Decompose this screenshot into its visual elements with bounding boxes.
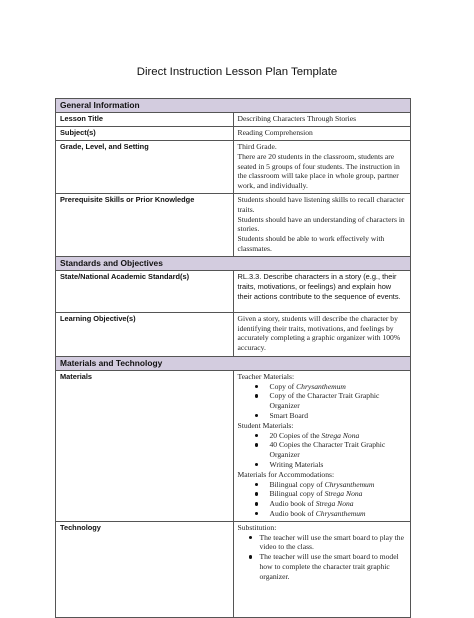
state-standards-label: State/National Academic Standard(s) [56,270,234,312]
list-item [270,480,407,490]
technology-list [238,533,407,582]
table-row [56,521,411,617]
teacher-materials-heading: Teacher Materials: [237,371,295,381]
lesson-plan-table [55,98,411,618]
materials-value [233,370,411,521]
section-header-row [56,356,411,370]
accommodation-materials-heading: Materials for Accommodations: [237,469,335,479]
subjects-value: Reading Comprehension [233,127,411,141]
section-standards-objectives: Standards and Objectives [56,256,411,270]
technology-label: Technology [56,521,234,617]
list-item: 40 Copies the Character Trait Graphic Organizer [270,440,407,460]
prereq-line: Students should be able to work effectively with classmates. [237,234,385,253]
table-row [56,270,411,312]
prerequisite-skills-value [233,193,411,256]
state-standards-value: RL.3.3. Describe characters in a story (e.g., their traits, motivations, or feelings) and explain how their actions contribute to the sequence of events. [233,270,411,312]
technology-heading: Substitution: [237,522,277,532]
item-text: Copy of [269,381,297,391]
table-row [56,370,411,521]
book-title: Strega Nona [315,499,354,509]
subjects-label: Subject(s) [56,127,234,141]
list-item: Copy of the Character Trait Graphic Organizer [270,391,407,411]
section-header-row [56,256,411,270]
technology-value [233,521,411,617]
book-title: Chrysanthemum [315,508,366,518]
grade-line: Third Grade. [237,142,277,151]
setting-line: There are 20 students in the classroom, students are seated in 5 groups of four students. The instruction in the classroom will take place in whole group, partner work, and individually. [237,151,400,191]
accommodation-materials-list [238,480,407,519]
list-item: The teacher will use the smart board to play the video to the class. [260,533,407,553]
item-text: Audio book of [269,508,316,518]
list-item: Smart Board [270,411,407,421]
section-header-row [56,99,411,113]
lesson-title-label: Lesson Title [56,113,234,127]
learning-objectives-label: Learning Objective(s) [56,312,234,356]
materials-label: Materials [56,370,234,521]
book-title: Strega Nona [321,430,360,440]
section-general-information: General Information [56,99,411,113]
table-row [56,127,411,141]
list-item [270,382,407,392]
book-title: Strega Nona [324,489,363,499]
item-text: Bilingual copy of [269,489,325,499]
learning-objectives-value: Given a story, students will describe the character by identifying their traits, motivations, and feelings by accurately completing a graphic organizer with 100% accuracy. [233,312,411,356]
prerequisite-skills-label: Prerequisite Skills or Prior Knowledge [56,193,234,256]
document-title: Direct Instruction Lesson Plan Template [136,66,338,78]
book-title: Chrysanthemum [296,381,346,391]
table-row [56,141,411,194]
table-row [56,193,411,256]
book-title: Chrysanthemum [324,479,375,489]
grade-level-setting-label: Grade, Level, and Setting [56,141,234,194]
item-text: 20 Copies of the [269,430,322,440]
section-materials-technology: Materials and Technology [56,356,411,370]
student-materials-list [238,431,407,470]
list-item [270,499,407,509]
grade-level-setting-value [233,141,411,194]
prereq-line: Students should have an understanding of characters in stories. [237,214,405,234]
list-item: The teacher will use the smart board to model how to complete the character trait graphic organizer. [260,552,407,581]
table-row [56,312,411,356]
list-item: Writing Materials [270,460,407,470]
list-item [270,489,407,499]
table-row [56,113,411,127]
prereq-line: Students should have listening skills to recall character traits. [237,194,405,214]
list-item [270,431,407,441]
lesson-title-value: Describing Characters Through Stories [233,113,411,127]
item-text: Audio book of [269,499,316,509]
student-materials-heading: Student Materials: [237,420,294,430]
list-item [270,509,407,519]
item-text: Bilingual copy of [269,479,325,489]
teacher-materials-list [238,382,407,421]
